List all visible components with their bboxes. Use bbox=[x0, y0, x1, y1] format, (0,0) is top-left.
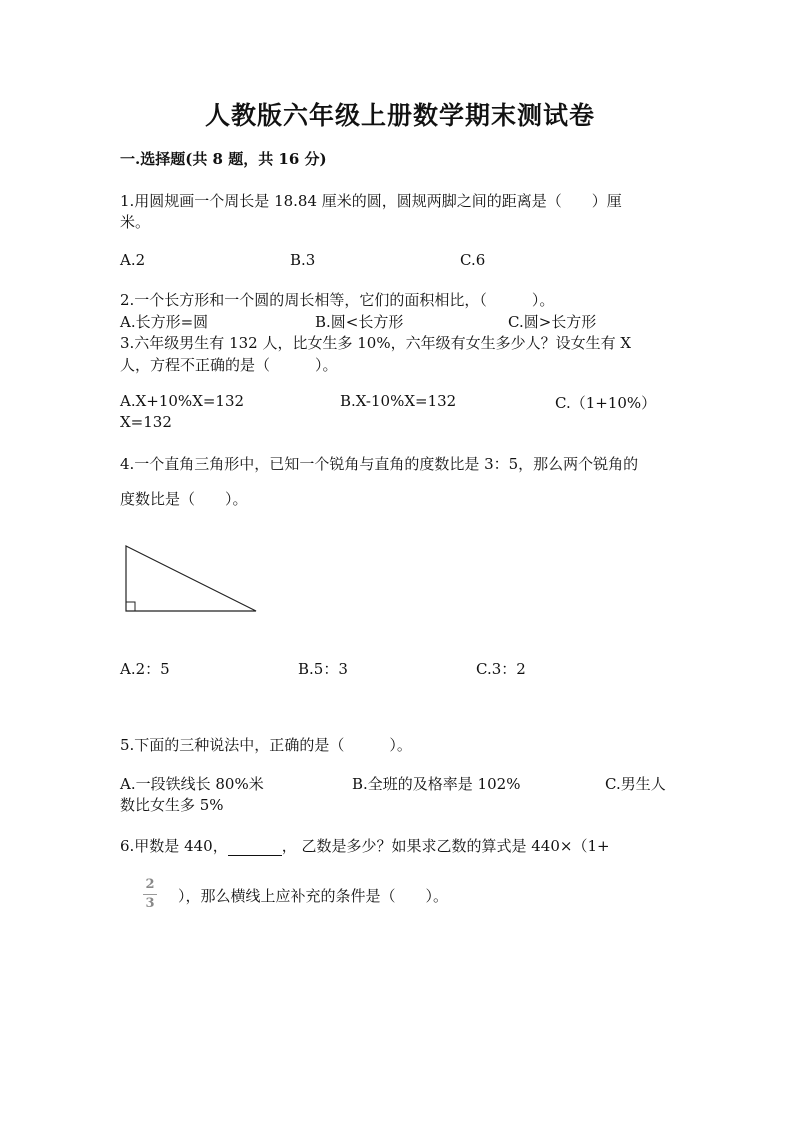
question-2-option-b: B.圆<长方形 bbox=[315, 313, 404, 331]
question-2-option-a: A.长方形=圆 bbox=[120, 313, 209, 331]
question-5-line-1: 5.下面的三种说法中，正确的是（ ）。 bbox=[120, 736, 412, 754]
page-title: 人教版六年级上册数学期末测试卷 bbox=[204, 101, 595, 130]
question-2-line-1: 2.一个长方形和一个圆的周长相等，它们的面积相比，（ ）。 bbox=[120, 291, 555, 309]
question-3-option-c-cont: X=132 bbox=[120, 413, 172, 431]
fraction-numerator: 2 bbox=[145, 877, 155, 892]
question-1-option-b: B.3 bbox=[290, 251, 316, 269]
question-4-line-1: 4.一个直角三角形中，已知一个锐角与直角的度数比是 3：5，那么两个锐角的 bbox=[120, 455, 639, 473]
question-5-option-b: B.全班的及格率是 102% bbox=[352, 775, 521, 793]
question-4-option-a: A.2：5 bbox=[120, 660, 170, 678]
fraction-two-thirds bbox=[143, 877, 157, 912]
section-heading: 一.选择题(共 8 题，共 16 分) bbox=[120, 150, 327, 168]
question-1-option-c: C.6 bbox=[460, 251, 486, 269]
question-3-line-1: 3.六年级男生有 132 人，比女生多 10%，六年级有女生多少人？设女生有 X bbox=[120, 334, 632, 352]
fraction-denominator: 3 bbox=[145, 896, 155, 911]
question-3-option-b: B.X-10%X=132 bbox=[340, 392, 457, 410]
question-3-option-a: A.X+10%X=132 bbox=[120, 392, 245, 410]
question-1-line-1: 1.用圆规画一个周长是 18.84 厘米的圆，圆规两脚之间的距离是（ ）厘 bbox=[120, 192, 622, 210]
question-5-option-c: C.男生人 bbox=[605, 775, 666, 793]
question-3-option-c: C.（1+10%） bbox=[555, 394, 657, 412]
question-4-option-c: C.3：2 bbox=[476, 660, 526, 678]
question-1-line-2: 米。 bbox=[120, 213, 151, 231]
question-3-line-2: 人，方程不正确的是（ ）。 bbox=[120, 356, 338, 374]
right-angle-marker bbox=[126, 602, 135, 611]
question-6-line-1 bbox=[120, 835, 610, 856]
question-5-option-c-cont: 数比女生多 5% bbox=[120, 796, 224, 814]
question-4-option-b: B.5：3 bbox=[298, 660, 348, 678]
question-1-option-a: A.2 bbox=[120, 251, 146, 269]
answer-blank-line bbox=[228, 841, 282, 856]
question-2-option-c: C.圆>长方形 bbox=[508, 313, 597, 331]
right-triangle-figure bbox=[118, 540, 263, 618]
triangle-outline bbox=[126, 546, 256, 611]
question-4-line-2: 度数比是（ ）。 bbox=[120, 490, 248, 508]
question-6-line-2: ），那么横线上应补充的条件是（ ）。 bbox=[178, 887, 449, 905]
question-5-option-a: A.一段铁线长 80%米 bbox=[120, 775, 264, 793]
question-6-text-before: 6.甲数是 440， bbox=[120, 837, 228, 855]
question-6-text-after: ， 乙数是多少？如果求乙数的算式是 440×（1+ bbox=[281, 837, 610, 855]
